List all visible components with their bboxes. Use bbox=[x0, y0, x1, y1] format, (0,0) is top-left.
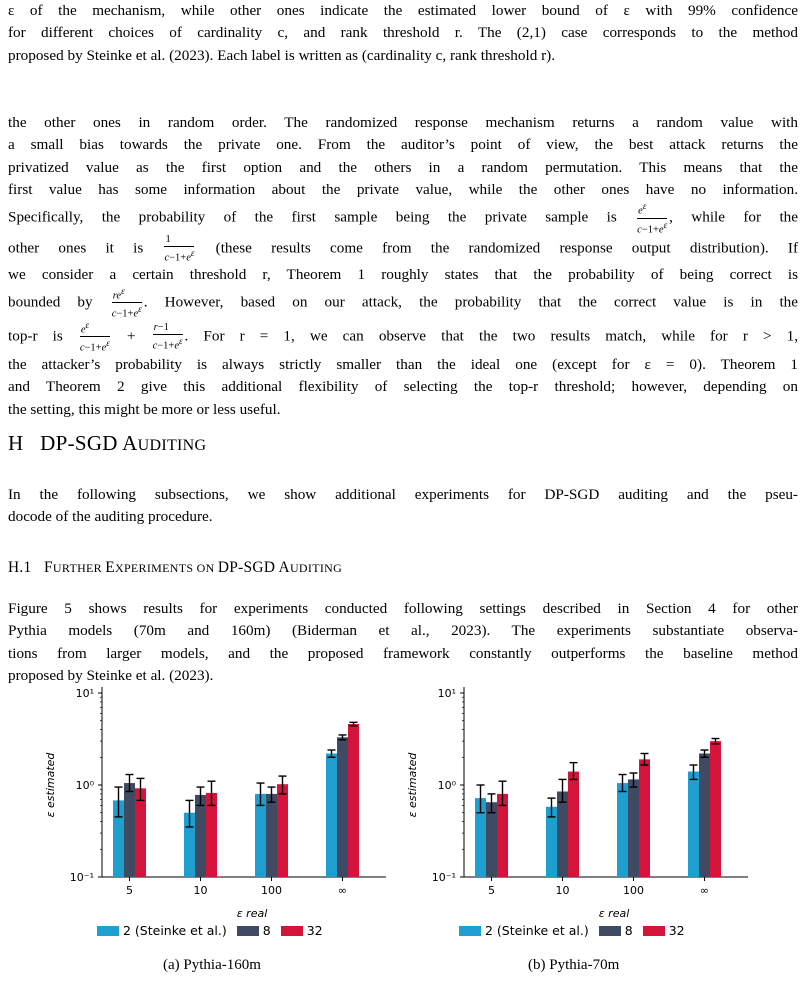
x-tick-label: 100 bbox=[623, 884, 644, 897]
figure-a bbox=[20, 655, 400, 945]
y-tick-label: 10⁻¹ bbox=[431, 871, 456, 884]
legend-a bbox=[97, 923, 327, 938]
paragraph-line bbox=[8, 286, 798, 320]
legend-swatch bbox=[599, 926, 621, 936]
x-tick-label: 10 bbox=[193, 884, 208, 897]
bar bbox=[124, 783, 135, 877]
y-tick-label: 10⁰ bbox=[437, 779, 456, 792]
bar bbox=[497, 794, 508, 877]
section-heading bbox=[8, 431, 206, 456]
paragraph-line: the setting, this might be more or less useful. bbox=[8, 400, 281, 418]
legend-item bbox=[281, 923, 323, 938]
legend-label: 8 bbox=[624, 923, 633, 938]
bar bbox=[617, 783, 628, 877]
subfigure-caption-a: (a) Pythia-160m bbox=[163, 957, 261, 973]
bar bbox=[568, 772, 579, 877]
bar bbox=[628, 779, 639, 877]
paragraph-line: tions from larger models, and the proposed framework constantly outperforms the baseline method bbox=[8, 644, 798, 662]
subfigure-caption-b: (b) Pythia-70m bbox=[528, 957, 620, 973]
text-span: top-r is bbox=[8, 327, 63, 345]
paragraph-line bbox=[8, 235, 798, 264]
subsection-title-part: DP-SGD A bbox=[217, 559, 290, 576]
legend-swatch bbox=[97, 926, 119, 936]
paragraph-line: Pythia models (70m and 160m) (Biderman et al., 2023). The experiments substantiate observa- bbox=[8, 622, 798, 640]
paragraph-line: first value has some information about the private value, while the other ones have no information. bbox=[8, 180, 798, 198]
x-tick-label: 5 bbox=[488, 884, 495, 897]
legend-label: 32 bbox=[668, 923, 685, 938]
bar bbox=[255, 794, 266, 877]
x-tick-label: ∞ bbox=[337, 884, 348, 897]
x-tick-label: ∞ bbox=[699, 884, 710, 897]
y-axis-label: ε estimated bbox=[406, 752, 419, 818]
bar bbox=[639, 759, 650, 877]
caption-line: for different choices of cardinality c, and rank threshold r. The (2,1) case corresponds to the method bbox=[8, 24, 798, 42]
paragraph-line: proposed by Steinke et al. (2023). bbox=[8, 666, 214, 684]
subsection-number: H.1 bbox=[8, 559, 32, 576]
legend-b bbox=[459, 923, 689, 938]
fraction: $\frac{1}{c-1+e^\varepsilon}$ bbox=[164, 234, 195, 264]
text-span: (these results come from the randomized response output distribution). If bbox=[215, 239, 799, 257]
paragraph-line: a small bias towards the private one. From the auditor’s point of view, the best attack returns the bbox=[8, 136, 798, 154]
paragraph-line bbox=[8, 201, 798, 235]
fraction: $\frac{r-1}{c-1+e^\varepsilon}$ bbox=[152, 321, 183, 352]
y-axis-label: ε estimated bbox=[44, 752, 57, 818]
fraction: $\frac{e^\varepsilon}{c-1+e^\varepsilon}$ bbox=[637, 201, 668, 236]
caption-line: ε of the mechanism, while other ones indicate the estimated lower bound of ε with 99% confidence bbox=[8, 2, 798, 19]
legend-item bbox=[237, 923, 271, 938]
bar bbox=[688, 772, 699, 877]
legend-item bbox=[97, 923, 227, 938]
subsection-heading bbox=[8, 559, 342, 577]
bar bbox=[348, 724, 359, 877]
x-axis-label: ε real bbox=[236, 907, 268, 920]
bar bbox=[266, 794, 277, 877]
legend-item bbox=[459, 923, 589, 938]
section-title-part: DP-SGD A bbox=[40, 431, 138, 455]
bar bbox=[195, 795, 206, 877]
paragraph-line: top-r is $\frac{e^\varepsilon}{c-1+e^\varepsilon}$ + $\frac{r-1}{c-1+e^\varepsilon}$ . For r = 1, we can observe that the two results match, while for r > 1, bbox=[8, 319, 799, 354]
legend-item bbox=[643, 923, 685, 938]
paragraph-line: docode of the auditing procedure. bbox=[8, 508, 213, 526]
section-intro bbox=[8, 484, 798, 529]
fraction: $\frac{re^\varepsilon}{c-1+e^\varepsilon}$ bbox=[111, 285, 142, 320]
chart-a-svg bbox=[20, 655, 400, 920]
bar bbox=[337, 737, 348, 877]
subsection-title-part: URTHER bbox=[52, 561, 106, 575]
section-title-part: UDITING bbox=[137, 437, 207, 454]
legend-label: 32 bbox=[306, 923, 323, 938]
subsection-title-part: XPERIMENTS ON bbox=[114, 561, 218, 575]
legend-item bbox=[599, 923, 633, 938]
paragraph-line: the other ones in random order. The randomized response mechanism returns a random value with bbox=[8, 114, 798, 131]
fraction: $\frac{e^\varepsilon}{c-1+e^\varepsilon}$ bbox=[79, 319, 110, 354]
paragraph-line: privatized value as the first option and the others in a random permutation. This means that the bbox=[8, 158, 798, 176]
paragraph-line: we consider a certain threshold r, Theorem 1 roughly states that the probability of being correct is bbox=[8, 265, 798, 283]
text-span: . However, based on our attack, the probability that the correct value is in the bbox=[143, 293, 798, 311]
x-tick-label: 10 bbox=[555, 884, 570, 897]
legend-swatch bbox=[643, 926, 665, 936]
body-paragraph bbox=[8, 112, 798, 421]
legend-swatch bbox=[459, 926, 481, 936]
legend-swatch bbox=[237, 926, 259, 936]
paragraph-line: In the following subsections, we show additional experiments for DP-SGD auditing and the pseu- bbox=[8, 486, 798, 503]
figure-caption-continued bbox=[8, 0, 798, 67]
text-span: bounded by bbox=[8, 293, 93, 311]
legend-swatch bbox=[281, 926, 303, 936]
bar bbox=[135, 788, 146, 877]
bar bbox=[557, 791, 568, 877]
legend-label: 2 (Steinke et al.) bbox=[485, 923, 589, 938]
bar bbox=[699, 753, 710, 877]
bar bbox=[710, 741, 721, 877]
caption-line: proposed by Steinke et al. (2023). Each label is written as (cardinality c, rank threshold r). bbox=[8, 46, 556, 64]
legend-label: 8 bbox=[262, 923, 271, 938]
subsection-title-part: UDITING bbox=[289, 561, 343, 575]
text-span: , while for the bbox=[669, 208, 798, 226]
x-axis-label: ε real bbox=[598, 907, 630, 920]
chart-b-svg bbox=[382, 655, 762, 920]
subsection-title-part: E bbox=[105, 559, 115, 576]
figure-b bbox=[382, 655, 762, 945]
y-tick-label: 10¹ bbox=[437, 687, 456, 700]
bar bbox=[277, 784, 288, 877]
text-span: other ones it is bbox=[8, 239, 144, 257]
y-tick-label: 10¹ bbox=[75, 687, 94, 700]
legend-label: 2 (Steinke et al.) bbox=[123, 923, 227, 938]
paragraph-line: and Theorem 2 give this additional flexibility of selecting the top-r threshold; however, depending on bbox=[8, 378, 798, 396]
section-number: H bbox=[8, 431, 24, 455]
text-span: Specifically, the probability of the first sample being the private sample is bbox=[8, 208, 617, 226]
x-tick-label: 100 bbox=[261, 884, 282, 897]
paragraph-line: the attacker’s probability is always strictly smaller than the ideal one (except for ε = 0). Theorem 1 bbox=[8, 355, 798, 373]
x-tick-label: 5 bbox=[126, 884, 133, 897]
paragraph-line: Figure 5 shows results for experiments conducted following settings described in Section 4 for other bbox=[8, 600, 798, 617]
bar bbox=[486, 802, 497, 877]
subsection-title-part: F bbox=[44, 559, 53, 576]
bar bbox=[326, 753, 337, 877]
text-span: . For r = 1, we can observe that the two results match, while for r > 1, bbox=[184, 327, 799, 345]
y-tick-label: 10⁻¹ bbox=[69, 871, 94, 884]
y-tick-label: 10⁰ bbox=[75, 779, 94, 792]
